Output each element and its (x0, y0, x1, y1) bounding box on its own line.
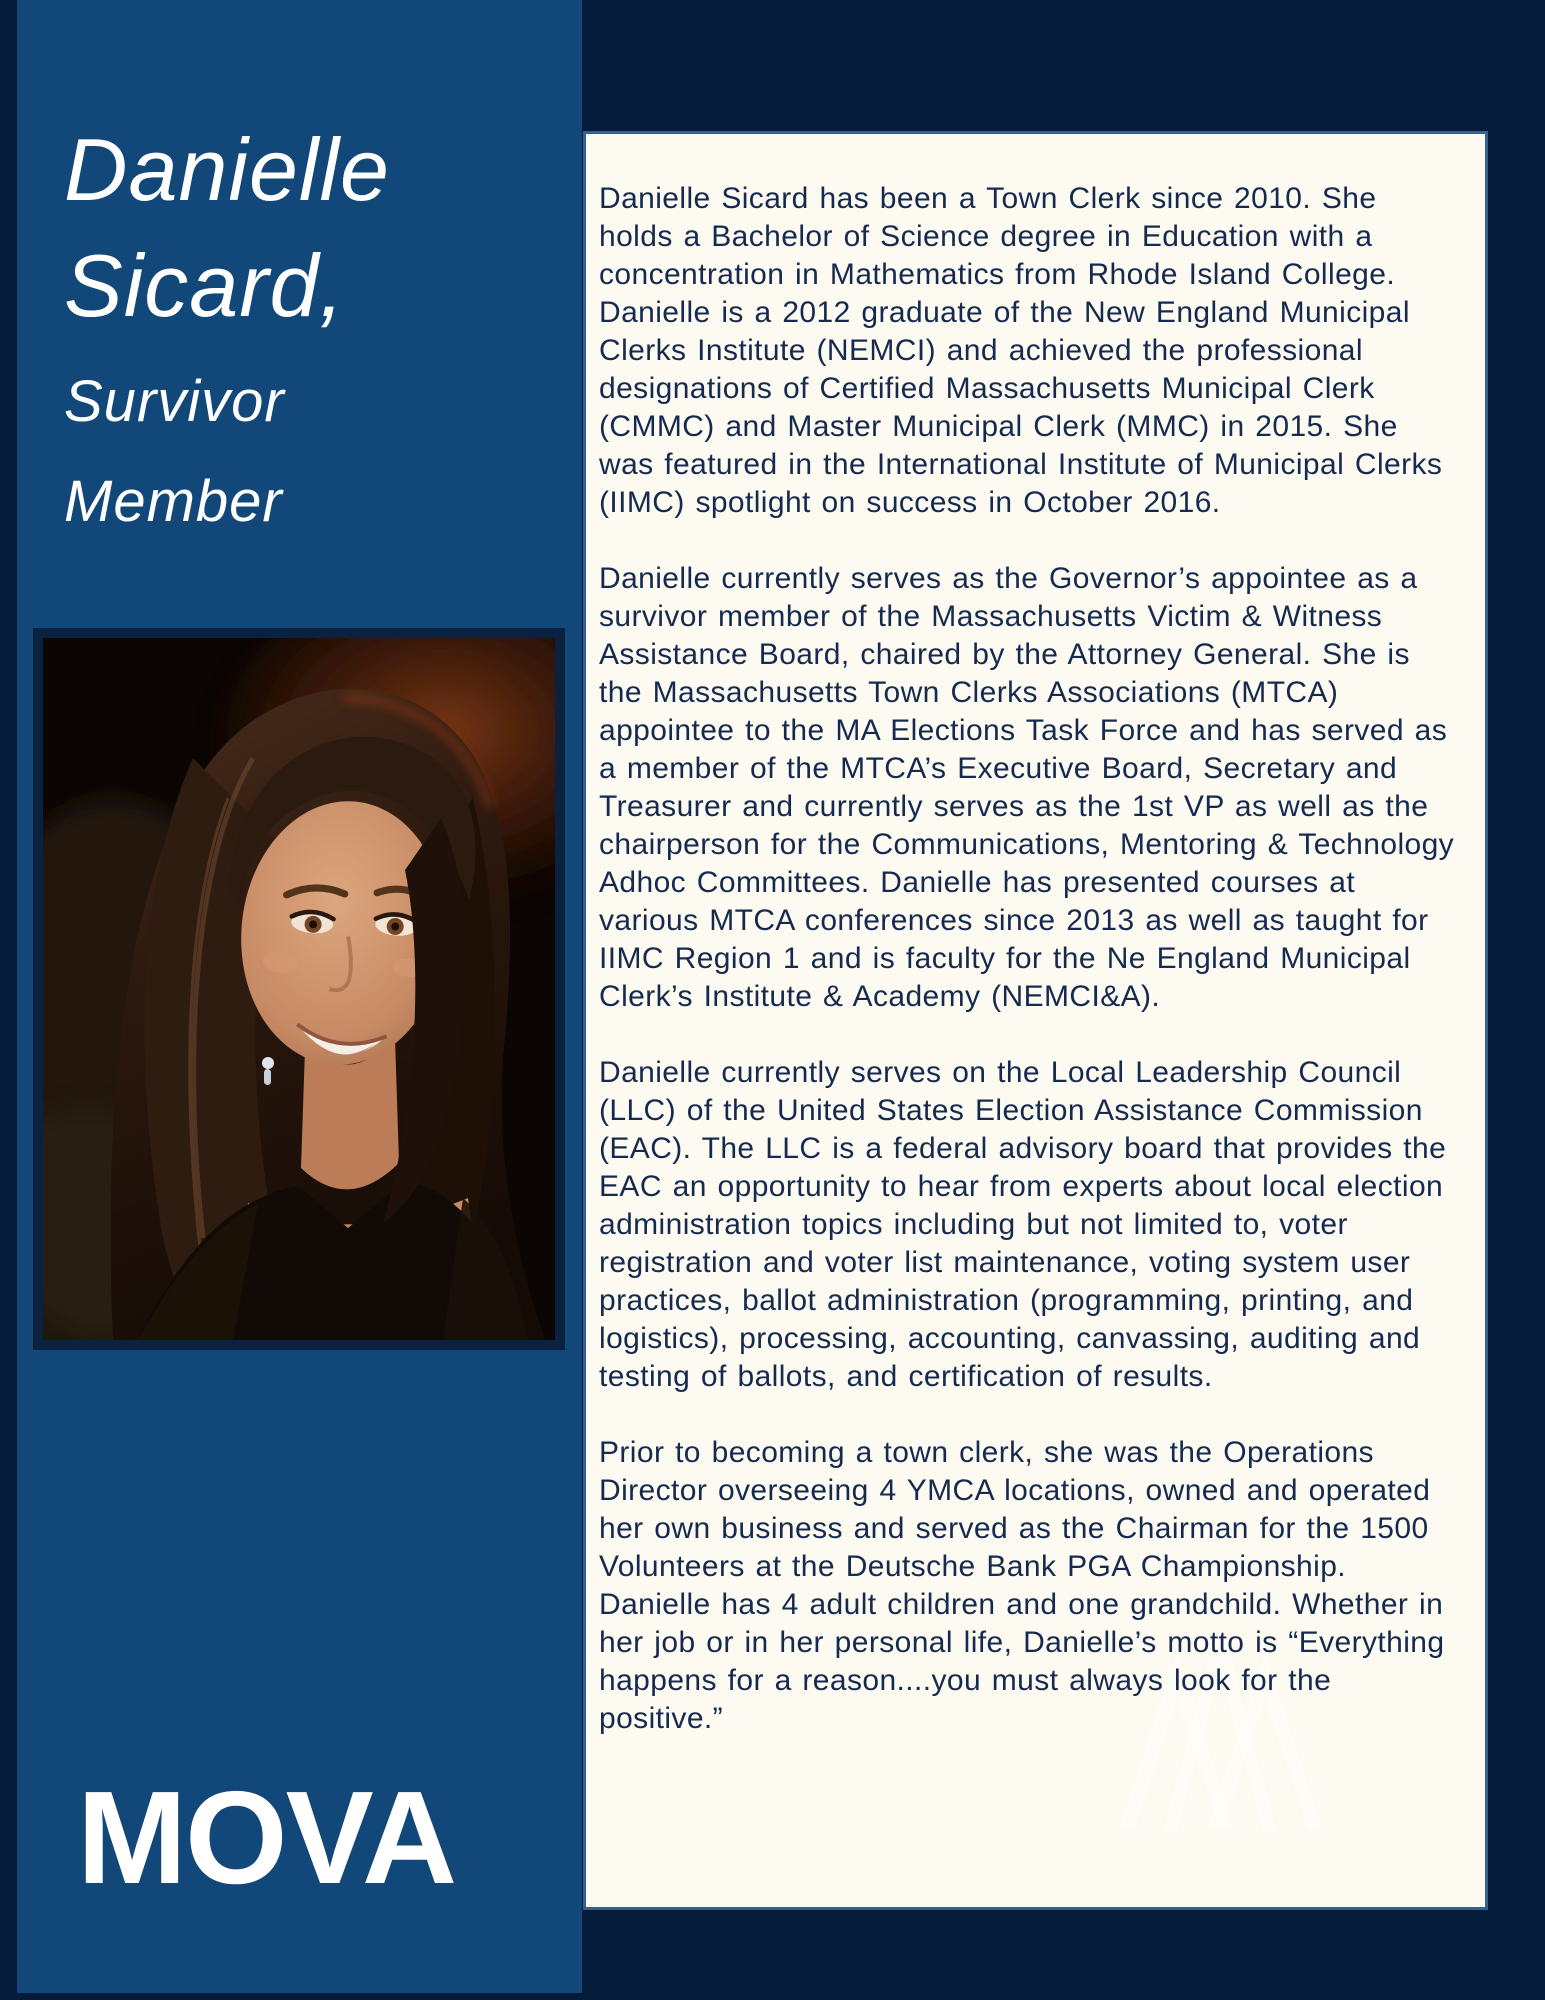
bio-paragraph-3: Danielle currently serves on the Local Leadership Council (LLC) of the United States Election Assistance Commission (EAC). The LLC is a federal advisory board that provides the EAC an opportunity to hear from experts about local election administration topics including but not limited to, voter registration and voter list maintenance, voting system user practices, ballot administration (programming, printing, and logistics), processing, accounting, canvassing, auditing and testing of ballots, and certification of results. (599, 1056, 1447, 1393)
member-role (64, 352, 285, 552)
bio-panel (583, 131, 1488, 1910)
member-name-line1: Danielle (64, 120, 390, 219)
bio-paragraph-4: Prior to becoming a town clerk, she was the Operations Director overseeing 4 YMCA locations, owned and operated her own business and served as the Chairman for the 1500 Volunteers at the Deutsche Bank PGA Championship. Danielle has 4 adult children and one grandchild. Whether in her job or in her personal life, Danielle’s motto is “Everything happens for a reason....you must always look for the positive.” (599, 1436, 1445, 1735)
member-name-line2: Sicard, (64, 236, 345, 335)
bio-paragraph-2: Danielle currently serves as the Governor’s appointee as a survivor member of the Massachusetts Victim & Witness Assistance Board, chaired by the Attorney General. She is the Massachusetts Town Clerks Associations (MTCA) appointee to the MA Elections Task Force and has served as a member of the MTCA’s Executive Board, Secretary and Treasurer and currently serves as the 1st VP as well as the chairperson for the Communications, Mentoring & Technology Adhoc Committees. Danielle has presented courses at various MTCA conferences since 2013 as well as taught for IIMC Region 1 and is faculty for the Ne England Municipal Clerk’s Institute & Academy (NEMCI&A). (599, 562, 1455, 1013)
portrait-illustration (43, 638, 555, 1340)
bio-paragraph-1: Danielle Sicard has been a Town Clerk since 2010. She holds a Bachelor of Science degree in Education with a concentration in Mathematics from Rhode Island College. Danielle is a 2012 graduate of the New England Municipal Clerks Institute (NEMCI) and achieved the professional designations of Certified Massachusetts Municipal Clerk (CMMC) and Master Municipal Clerk (MMC) in 2015. She was featured in the International Institute of Municipal Clerks (IIMC) spotlight on success in October 2016. (599, 182, 1443, 519)
mova-logo: MOVA (77, 1764, 456, 1911)
member-role-line1: Survivor (64, 369, 285, 434)
member-name (64, 112, 390, 344)
member-role-line2: Member (64, 469, 283, 534)
sidebar (17, 0, 582, 1993)
portrait-photo (33, 628, 565, 1350)
bio-text (586, 134, 1485, 1738)
